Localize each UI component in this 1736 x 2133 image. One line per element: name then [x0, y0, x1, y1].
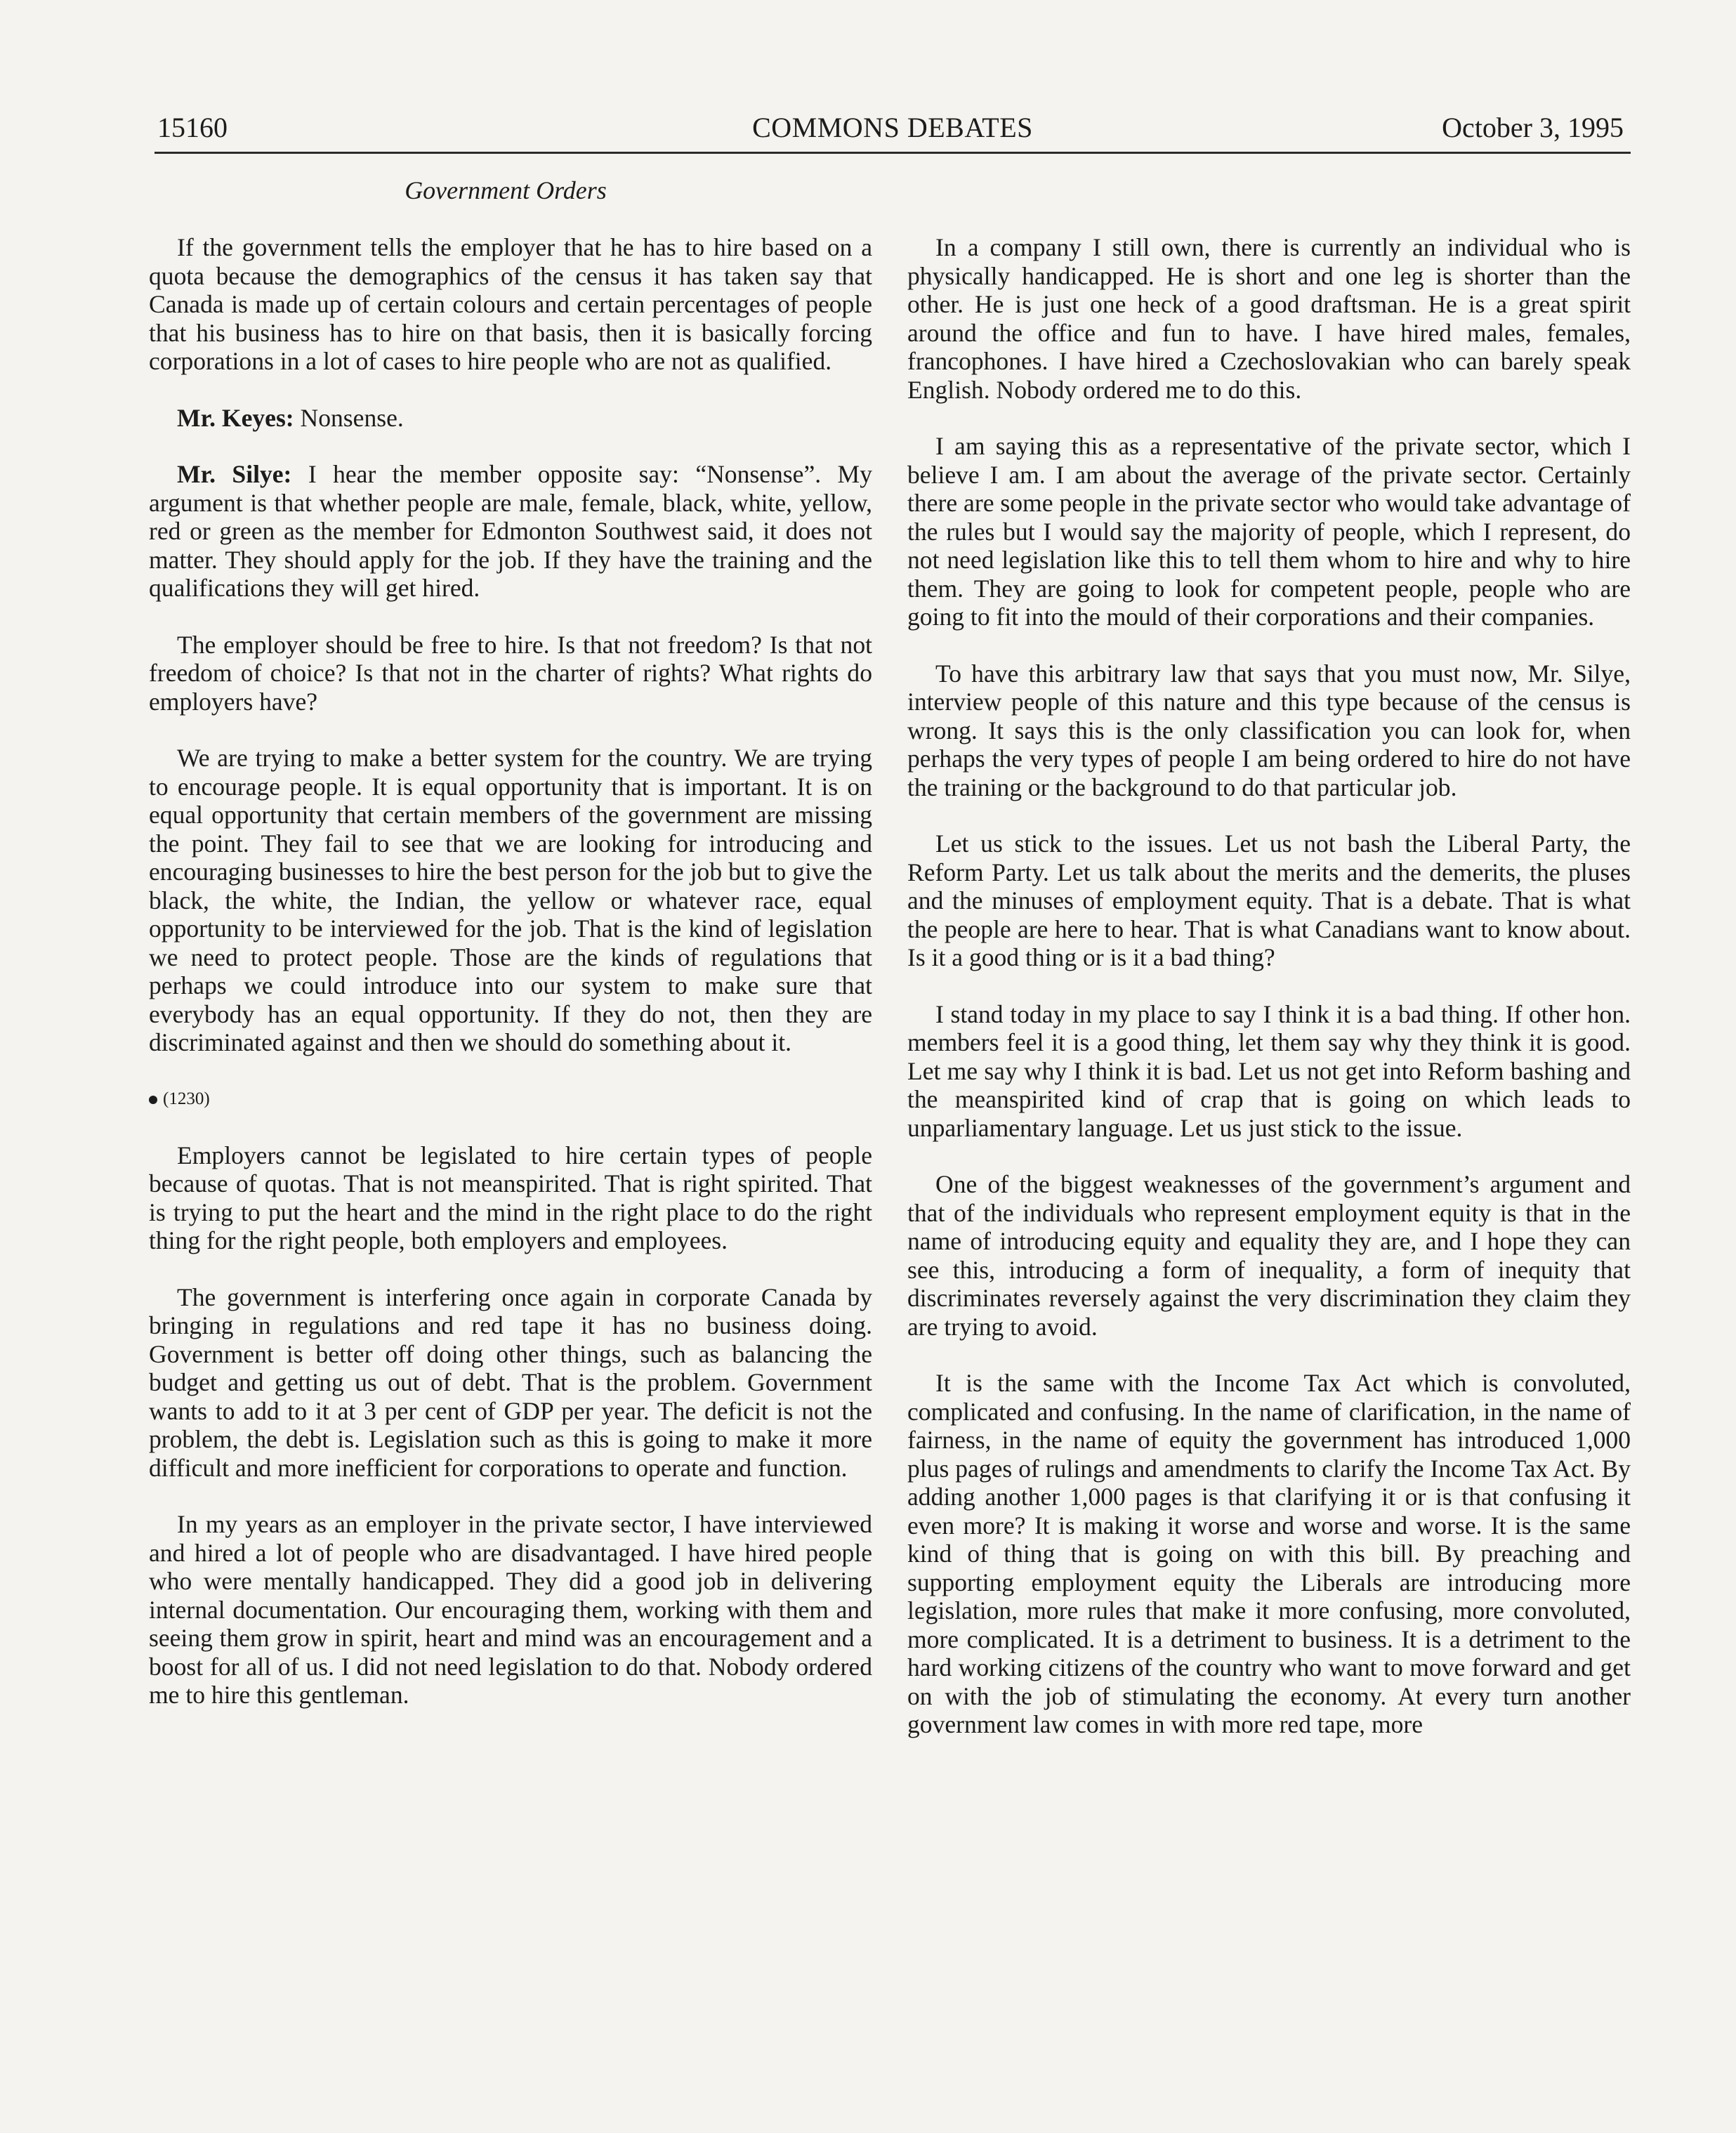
paragraph: The government is interfering once again in corporate Canada by bringing in regulations and red tape it has no business doing. Government is better off doing other things, such as balancing the budget and getting us out of debt. That is the problem. Government wants to add to it at 3 per cent of GDP per year. The deficit is not the problem, the debt is. Legislation such as this is going to make it more difficult and more inefficient for corporations to operate and function. — [149, 1282, 872, 1482]
paragraph: One of the biggest weaknesses of the government’s argument and that of the individuals who represent employment equity is that in the name of introducing equity and equality they are, and I hope they can see this, introducing a form of inequality, a form of inequity that discriminates reversely against the very discrimination they claim they are trying to avoid. — [907, 1170, 1631, 1341]
speaker-name: Mr. Silye: — [177, 460, 292, 488]
paragraph-keyes — [149, 404, 872, 433]
paragraph-silye — [149, 460, 872, 603]
bullet-icon — [149, 1096, 157, 1104]
paragraph: Employers cannot be legislated to hire certain types of people because of quotas. That is not meanspirited. That is right spirited. That is trying to put the heart and the mind in the right place to do the right thing for the right people, both employers and employees. — [149, 1141, 872, 1254]
publication-date: October 3, 1995 — [1442, 112, 1624, 143]
left-column — [149, 233, 872, 1738]
right-column — [907, 233, 1631, 1767]
paragraph: In a company I still own, there is currently an individual who is physically handicapped. He is short and one leg is shorter than the other. He is just one heck of a good draftsman. He is a great spirit around the office and fun to have. I have hired males, females, francophones. I have hired a Czechoslovakian who can barely speak English. Nobody ordered me to do this. — [907, 233, 1631, 404]
speech-text: I hear the member opposite say: “Nonsense”. My argument is that whether people are male, female, black, white, yellow, red or green as the member for Edmonton Southwest said, it does not matter. They should apply for the job. If they have the training and the qualifications they will get hired. — [149, 460, 872, 602]
timestamp-marker — [149, 1085, 872, 1113]
paragraph: To have this arbitrary law that says that you must now, Mr. Silye, interview people of this nature and this type because of the census is wrong. It says this is the only classification you can look for, when perhaps the very types of people I am being ordered to hire do not have the training or the background to do that particular job. — [907, 659, 1631, 801]
paragraph: I stand today in my place to say I think it is a bad thing. If other hon. members feel it is a good thing, let them say why they think it is good. Let me say why I think it is bad. Let us not get into Reform bashing and the meanspirited kind of crap that is going on which leads to unparliamentary language. Let us just stick to the issue. — [907, 999, 1631, 1142]
publication-title: COMMONS DEBATES — [752, 112, 1033, 143]
speaker-name: Mr. Keyes: — [177, 403, 294, 432]
page-number: 15160 — [157, 112, 228, 143]
paragraph: It is the same with the Income Tax Act which is convoluted, complicated and confusing. In the name of clarification, in the name of fairness, in the name of equity the government has introduced 1,000 plus pages of rulings and amendments to clarify the Income Tax Act. By adding another 1,000 pages is that clarifying it or is that confusing it even more? It is making it worse and worse and worse. It is the same kind of thing that is going on with this bill. By preaching and supporting employment equity the Liberals are introducing more legislation, more rules that make it more confusing, more convoluted, more complicated. It is a detriment to business. It is a detriment to the hard working citizens of the country who want to move forward and get on with the job of stimulating the economy. At every turn another government law comes in with more red tape, more — [907, 1369, 1631, 1738]
page-header — [154, 105, 1631, 154]
paragraph: The employer should be free to hire. Is that not freedom? Is that not freedom of choice? Is that not in the charter of rights? What rights do employers have? — [149, 630, 872, 716]
paragraph: We are trying to make a better system for the country. We are trying to encourage people. It is equal opportunity that is important. It is on equal opportunity that certain members of the government are missing the point. They fail to see that we are looking for introducing and encouraging businesses to hire the best person for the job but to give the black, the white, the Indian, the yellow or whatever race, equal opportunity to be interviewed for the job. That is the kind of legislation we need to protect people. Those are the kinds of regulations that perhaps we could introduce into our system to make sure that everybody has an equal opportunity. If they do not, then they are discriminated against and then we should do something about it. — [149, 744, 872, 1056]
section-title: Government Orders — [405, 176, 607, 204]
paragraph: In my years as an employer in the private sector, I have interviewed and hired a lot of people who are disadvantaged. I have hired people who were mentally handicapped. They did a good job in delivering internal documentation. Our encouraging them, working with them and seeing them grow in spirit, heart and mind was an encouragement and a boost for all of us. I did not need legislation to do that. Nobody ordered me to hire this gentleman. — [149, 1510, 872, 1709]
paragraph: Let us stick to the issues. Let us not bash the Liberal Party, the Reform Party. Let us talk about the merits and the demerits, the pluses and the minuses of employment equity. That is a debate. That is what the people are here to hear. That is what Canadians want to know about. Is it a good thing or is it a bad thing? — [907, 829, 1631, 971]
paragraph: I am saying this as a representative of the private sector, which I believe I am. I am about the average of the private sector. Certainly there are some people in the private sector who would take advantage of the rules but I would say the majority of people, which I represent, do not need legislation like this to tell them whom to hire and why to hire them. They are going to look for competent people, people who are going to fit into the mould of their corporations and their companies. — [907, 432, 1631, 631]
speech-text: Nonsense. — [294, 403, 404, 432]
timestamp: (1230) — [163, 1089, 210, 1108]
paragraph: If the government tells the employer that he has to hire based on a quota because the demographics of the census it has taken say that Canada is made up of certain colours and certain percentages of people that his business has to hire on that basis, then it is basically forcing corporations in a lot of cases to hire people who are not as qualified. — [149, 233, 872, 375]
